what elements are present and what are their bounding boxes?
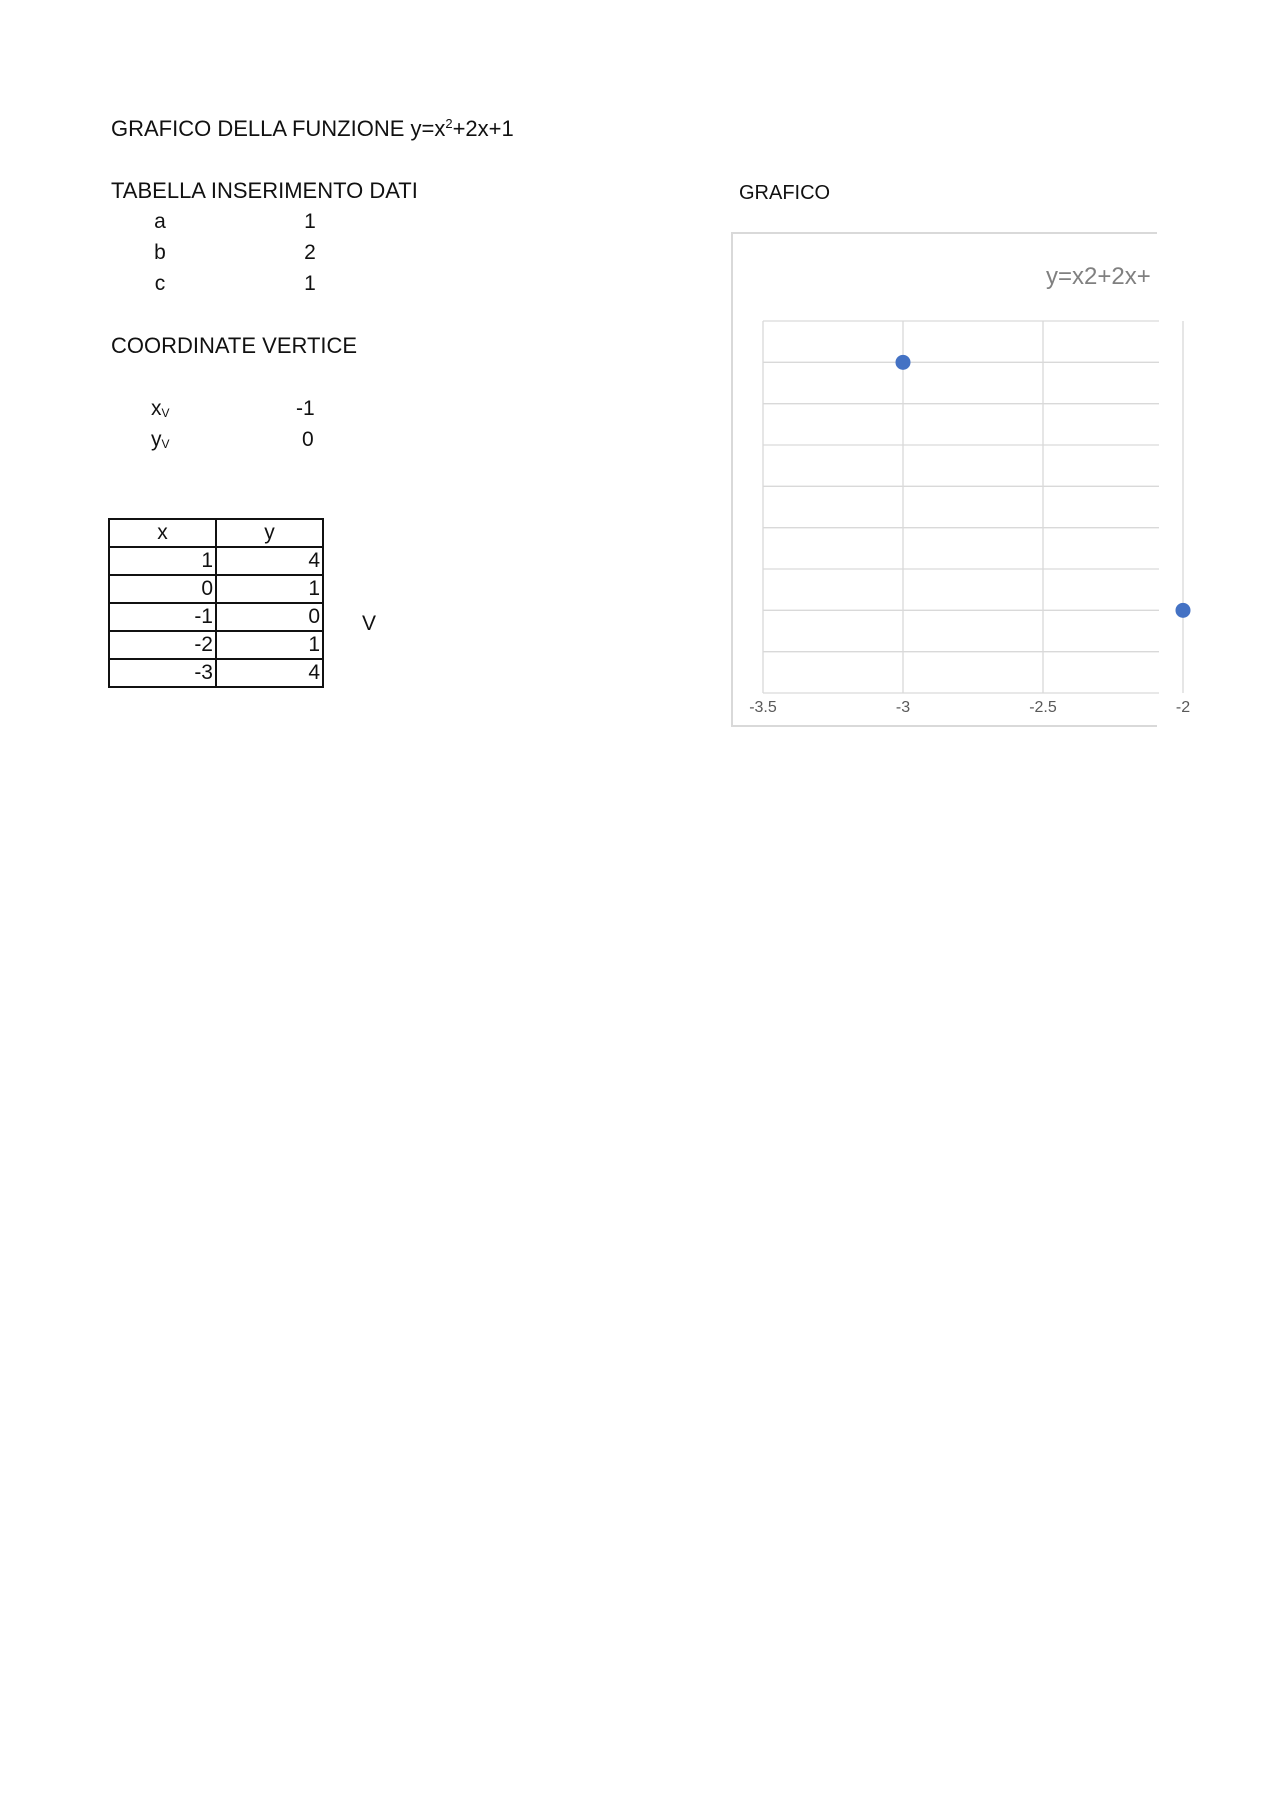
page-title bbox=[111, 116, 514, 142]
vertex-y-base: y bbox=[151, 428, 162, 451]
table-row bbox=[109, 547, 323, 575]
vertex-x-label bbox=[151, 397, 170, 421]
coef-value-a[interactable]: 1 bbox=[304, 210, 316, 233]
chart-title: y=x2+2x+ bbox=[1046, 263, 1151, 290]
vertex-title: COORDINATE VERTICE bbox=[111, 333, 358, 358]
table-row bbox=[109, 575, 323, 603]
vertex-y-sub: V bbox=[161, 437, 170, 451]
xy-values-table bbox=[108, 518, 324, 688]
header-x: x bbox=[109, 519, 216, 547]
title-main: GRAFICO DELLA FUNZIONE y=x bbox=[111, 116, 446, 141]
cell-y[interactable]: 1 bbox=[216, 575, 323, 603]
title-tail: +2x+1 bbox=[452, 116, 514, 141]
x-tick-label: -3.5 bbox=[749, 699, 777, 716]
coef-value-c[interactable]: 1 bbox=[304, 272, 316, 295]
data-table-title: TABELLA INSERIMENTO DATI bbox=[111, 178, 418, 203]
grid bbox=[763, 321, 1280, 693]
data-point[interactable] bbox=[1176, 603, 1191, 618]
scatter-chart bbox=[733, 234, 1191, 729]
data-point[interactable] bbox=[896, 355, 911, 370]
coef-label-c: c bbox=[154, 272, 166, 295]
x-tick-label: -2 bbox=[1175, 699, 1191, 716]
vertex-marker: V bbox=[362, 612, 377, 635]
cell-x[interactable]: -3 bbox=[109, 659, 216, 687]
cell-y[interactable]: 0 bbox=[216, 603, 323, 631]
x-tick-label: -2.5 bbox=[1029, 699, 1057, 716]
chart-frame[interactable] bbox=[731, 232, 1191, 727]
x-axis-ticks bbox=[749, 699, 1280, 716]
vertex-x-value: -1 bbox=[296, 397, 315, 420]
cell-y[interactable]: 4 bbox=[216, 659, 323, 687]
cell-x[interactable]: -1 bbox=[109, 603, 216, 631]
table-row bbox=[109, 603, 323, 631]
coef-value-b[interactable]: 2 bbox=[304, 241, 316, 264]
cell-y[interactable]: 1 bbox=[216, 631, 323, 659]
cell-y[interactable]: 4 bbox=[216, 547, 323, 575]
header-y: y bbox=[216, 519, 323, 547]
vertex-x-base: x bbox=[151, 397, 162, 420]
vertex-y-label bbox=[151, 428, 170, 452]
cell-x[interactable]: 0 bbox=[109, 575, 216, 603]
x-tick-label: -3 bbox=[895, 699, 911, 716]
table-header-row bbox=[109, 519, 323, 547]
vertex-y-value: 0 bbox=[302, 428, 314, 451]
vertex-x-sub: V bbox=[161, 406, 170, 420]
coef-label-a: a bbox=[154, 210, 166, 233]
chart-heading: GRAFICO bbox=[739, 182, 831, 204]
title-superscript: 2 bbox=[445, 116, 453, 131]
cell-x[interactable]: -2 bbox=[109, 631, 216, 659]
coef-label-b: b bbox=[154, 241, 166, 264]
table-row bbox=[109, 659, 323, 687]
table-row bbox=[109, 631, 323, 659]
cell-x[interactable]: 1 bbox=[109, 547, 216, 575]
